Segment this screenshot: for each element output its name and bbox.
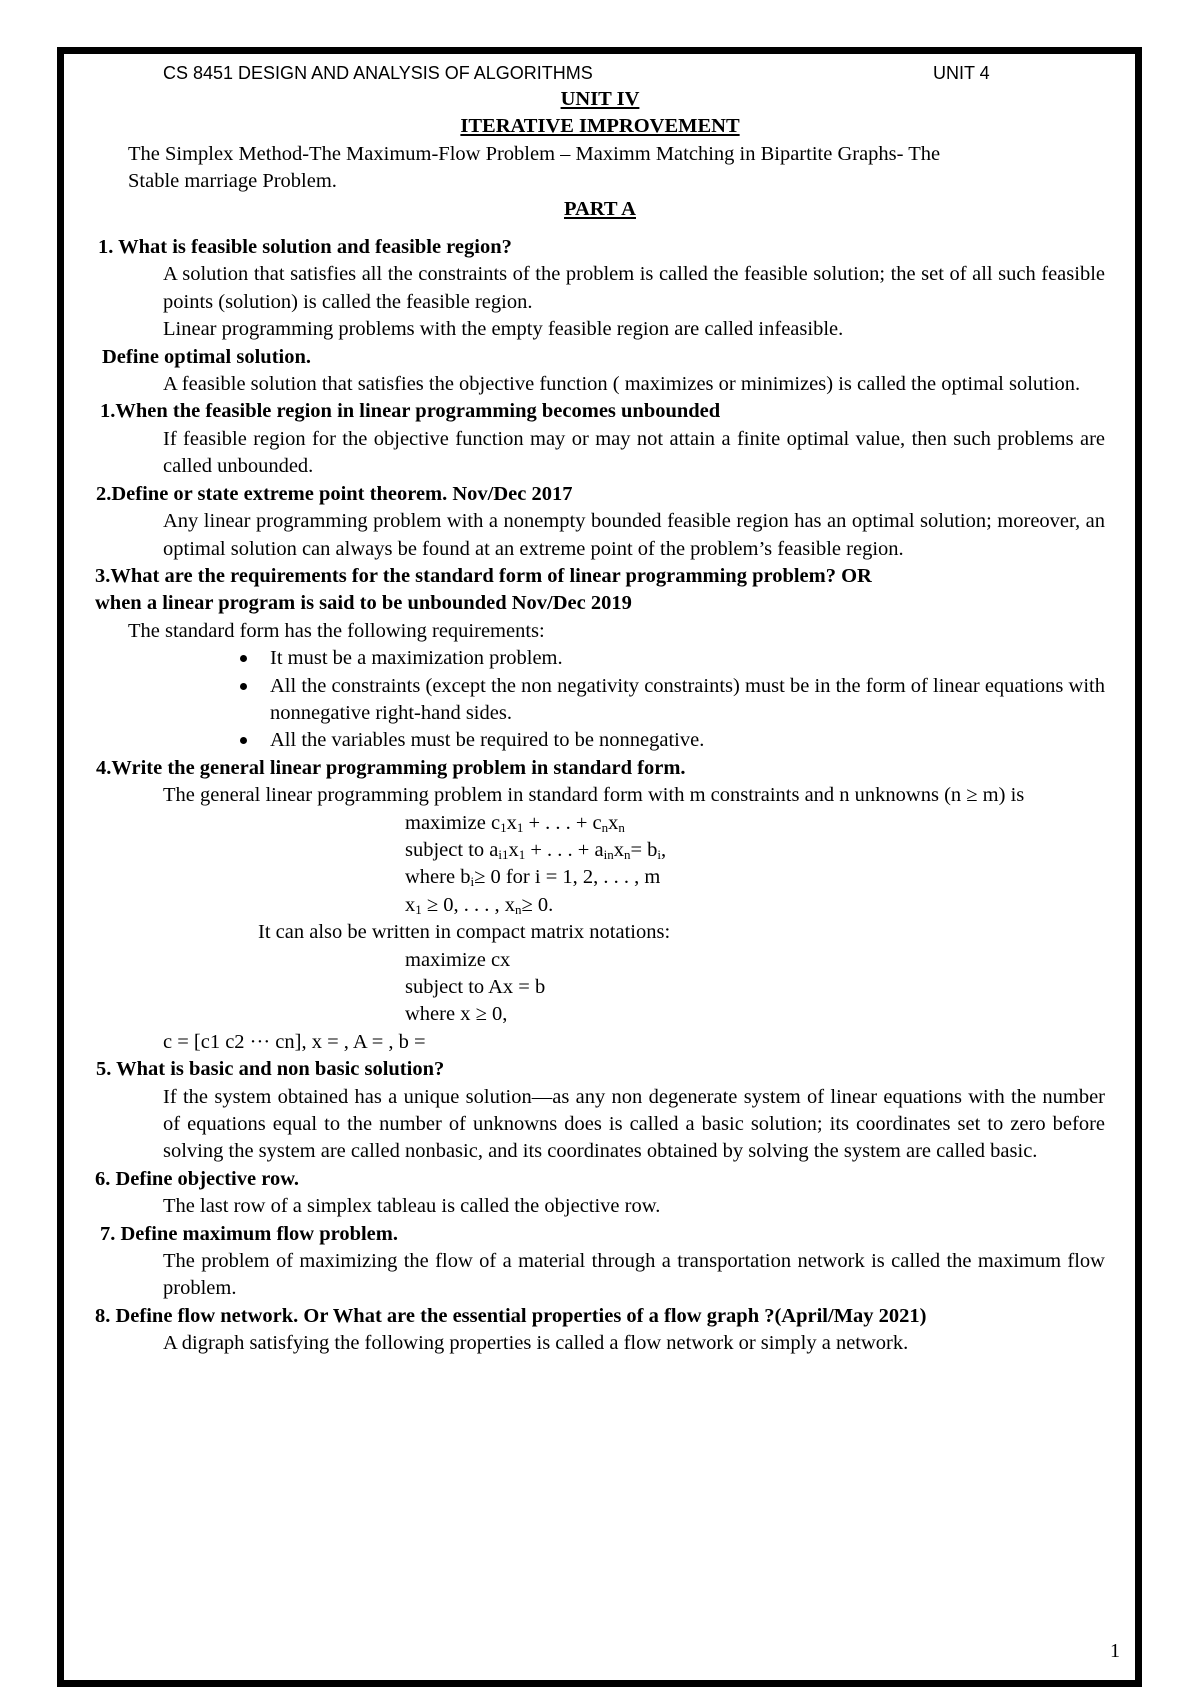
unit-heading: UNIT IV <box>560 88 640 110</box>
math-line: maximize $c_1x_1$ + . . . + $c_nx_n$ <box>405 811 625 835</box>
requirements-list <box>95 645 1105 755</box>
part-heading: PART A <box>564 197 636 220</box>
page-number: 1 <box>1110 1640 1120 1662</box>
question-heading: 4.Write the general linear programming problem in standard form. <box>96 756 686 779</box>
bullet-icon <box>240 683 247 690</box>
answer-text: If feasible region for the objective function may or may not attain a finite optimal value, then such problems are called unbounded. <box>163 427 1105 478</box>
math-line: maximize cx <box>405 948 511 971</box>
answer-text: If the system obtained has a unique solution—as any non degenerate system of linear equations with the number of equations equal to the number of unknowns does is called a basic solution; its coordinates set to zero before solving the system are called nonbasic, and its coordinates obtained by solving the system are called basic. <box>163 1085 1105 1163</box>
course-title: CS 8451 DESIGN AND ANALYSIS OF ALGORITHMS <box>163 63 593 83</box>
document-body <box>95 58 1105 1358</box>
question-heading: Define optimal solution. <box>102 345 311 368</box>
answer-text: Linear programming problems with the empty feasible region are called infeasible. <box>163 318 844 341</box>
question-heading: 6. Define objective row. <box>95 1167 299 1190</box>
question-heading: 8. Define flow network. Or What are the essential properties of a flow graph ?(April/May 2021) <box>95 1304 927 1327</box>
answer-text: The problem of maximizing the flow of a material through a transportation network is called the maximum flow problem. <box>163 1250 1105 1300</box>
question-heading: 5. What is basic and non basic solution? <box>96 1058 445 1081</box>
unit-name: ITERATIVE IMPROVEMENT <box>460 115 740 138</box>
answer-text: The last row of a simplex tableau is called the objective row. <box>163 1195 661 1218</box>
answer-text: A solution that satisfies all the constraints of the problem is called the feasible solution; the set of all such feasible points (solution) is called the feasible region. <box>163 263 1105 313</box>
answer-text: The general linear programming problem in standard form with m constraints and n unknowns (n ≥ m) is <box>163 784 1025 807</box>
syllabus-line-1: The Simplex Method-The Maximum-Flow Problem – Maximm Matching in Bipartite Graphs- The <box>128 142 941 165</box>
list-item: It must be a maximization problem. <box>270 645 1105 672</box>
question-heading: 3.What are the requirements for the standard form of linear programming problem? OR <box>95 564 872 587</box>
bullet-icon <box>240 655 247 662</box>
question-heading: 7. Define maximum flow problem. <box>100 1222 398 1245</box>
question-heading: 1.When the feasible region in linear programming becomes unbounded <box>100 400 721 423</box>
bullet-icon <box>240 737 247 744</box>
question-heading: 1. What is feasible solution and feasible region? <box>98 236 512 259</box>
answer-text: It can also be written in compact matrix notations: <box>258 921 671 944</box>
math-line: $x_1 \ge 0$, . . . , $x_n\ge 0$. <box>405 893 554 917</box>
math-line: c = [c1 c2 ··· cn], x = , A = , b = <box>163 1030 426 1053</box>
syllabus-line-2: Stable marriage Problem. <box>128 170 337 193</box>
list-item: All the constraints (except the non negativity constraints) must be in the form of linear equations with nonnegative right-hand sides. <box>270 673 1105 728</box>
answer-text: A digraph satisfying the following properties is called a flow network or simply a network. <box>163 1332 909 1355</box>
question-heading-cont: when a linear program is said to be unbounded Nov/Dec 2019 <box>95 592 632 615</box>
math-line: where $b_i\ge 0$ for i = 1, 2, . . . , m <box>405 866 661 890</box>
running-header <box>95 58 1105 86</box>
answer-text: Any linear programming problem with a nonempty bounded feasible region has an optimal solution; moreover, an optimal solution can always be found at an extreme point of the problem’s feasible region. <box>163 510 1105 560</box>
answer-text: The standard form has the following requirements: <box>128 619 545 642</box>
question-heading: 2.Define or state extreme point theorem. Nov/Dec 2017 <box>96 482 573 505</box>
unit-label: UNIT 4 <box>933 63 990 83</box>
math-line: subject to $a_{i1}x_1$ + . . . + $a_{in}x_n= b_i$, <box>405 838 667 862</box>
math-line: subject to Ax = b <box>405 976 546 998</box>
math-line: where x ≥ 0, <box>405 1003 508 1026</box>
answer-text: A feasible solution that satisfies the objective function ( maximizes or minimizes) is called the optimal solution. <box>163 373 1081 396</box>
list-item: All the variables must be required to be nonnegative. <box>270 727 1105 754</box>
